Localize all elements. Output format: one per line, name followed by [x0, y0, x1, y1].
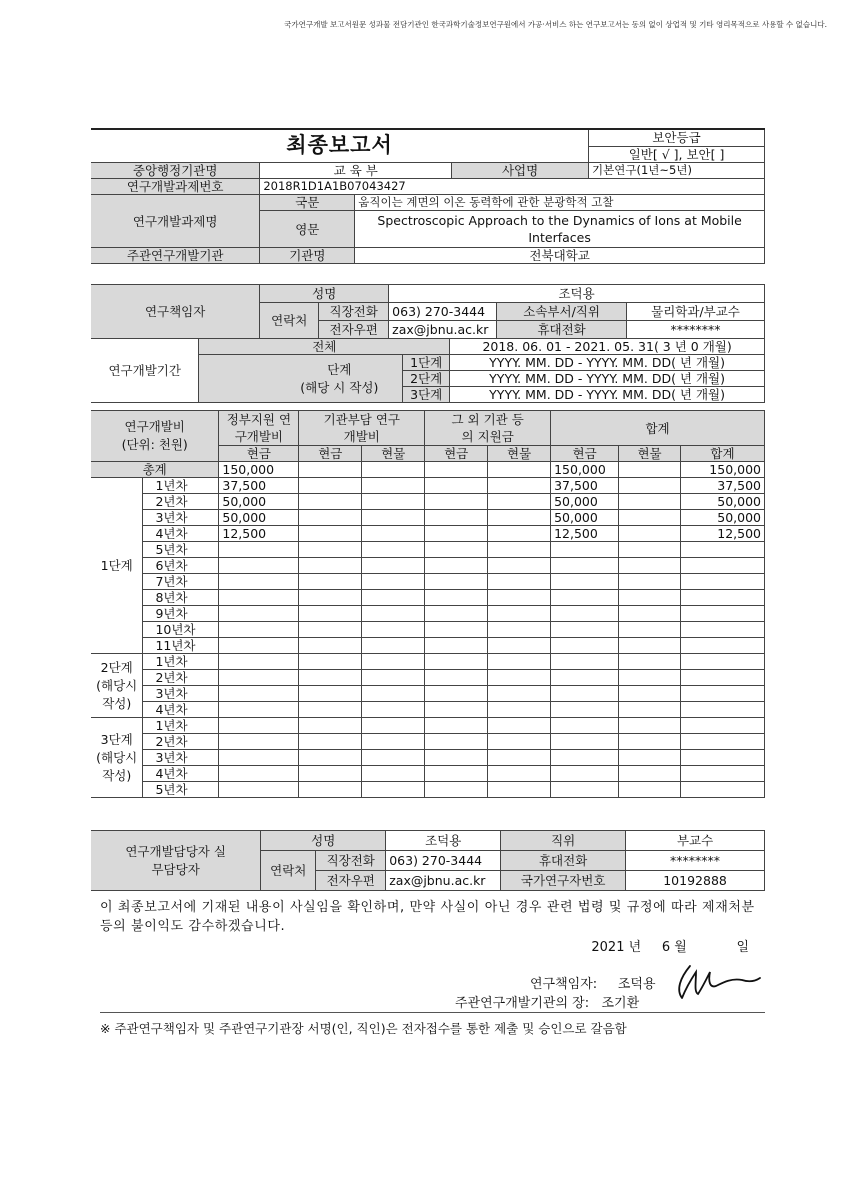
empty-cell [362, 782, 425, 798]
staff-name-value: 조덕용 [386, 831, 501, 851]
sum-total-cell [681, 654, 765, 670]
sum-cash-cell [551, 782, 619, 798]
org-label: 주관연구개발기관 [91, 248, 260, 264]
gov-cell: 12,500 [219, 526, 299, 542]
sum-total-cell [681, 766, 765, 782]
empty-cell [362, 510, 425, 526]
empty-cell [425, 750, 488, 766]
sum-total-cell [681, 670, 765, 686]
date-year: 2021 [591, 940, 625, 955]
empty-cell [619, 574, 681, 590]
inst-kind-header: 현물 [362, 446, 425, 462]
stage3-label: 3단계 [403, 387, 450, 403]
period-label: 연구개발기간 [91, 339, 199, 403]
empty-cell [362, 638, 425, 654]
year-label: 4년차 [143, 526, 219, 542]
empty-cell [488, 702, 551, 718]
year-label: 3년차 [143, 686, 219, 702]
budget-row [91, 494, 765, 510]
stage1-value: YYYY. MM. DD - YYYY. MM. DD( 년 개월) [450, 355, 765, 371]
year-label: 10년차 [143, 622, 219, 638]
empty-cell [425, 542, 488, 558]
empty-cell [362, 734, 425, 750]
gov-cell [219, 542, 299, 558]
sum-cash-cell [551, 622, 619, 638]
total-sum-cash: 150,000 [551, 462, 619, 478]
gov-cash-header: 현금 [219, 446, 299, 462]
empty-cell [362, 654, 425, 670]
pi-phone-label: 직장전화 [319, 303, 389, 321]
pi-table [91, 284, 765, 339]
empty-cell [299, 510, 362, 526]
empty-cell [619, 494, 681, 510]
empty-cell [299, 606, 362, 622]
staff-mobile-value: ******** [626, 851, 765, 871]
sum-total-cell: 50,000 [681, 494, 765, 510]
budget-row [91, 702, 765, 718]
empty-cell [299, 590, 362, 606]
budget-row [91, 478, 765, 494]
period-stage-label: 단계 [327, 361, 352, 377]
staff-resno-value: 10192888 [626, 871, 765, 891]
sum-cash-cell [551, 574, 619, 590]
empty-cell [362, 526, 425, 542]
empty-cell [619, 510, 681, 526]
empty-cell [299, 478, 362, 494]
empty-cell [488, 654, 551, 670]
sum-kind-header: 현물 [619, 446, 681, 462]
empty-cell [299, 558, 362, 574]
empty-cell [362, 702, 425, 718]
total-sum-total: 150,000 [681, 462, 765, 478]
other-header: 그 외 기관 등의 지원금 [425, 411, 551, 446]
stage3-group-label: 3단계 (해당시 작성) [91, 718, 143, 798]
sum-cash-header: 현금 [551, 446, 619, 462]
signer-pi-label: 연구책임자: [530, 977, 598, 992]
sum-total-cell: 12,500 [681, 526, 765, 542]
sum-total-cell [681, 750, 765, 766]
gov-cell [219, 574, 299, 590]
stage1-label: 1단계 [403, 355, 450, 371]
org-name-label: 기관명 [260, 248, 355, 264]
budget-row [91, 622, 765, 638]
sum-total-cell [681, 590, 765, 606]
sum-cash-cell [551, 670, 619, 686]
sum-cash-cell [551, 734, 619, 750]
empty-cell [299, 766, 362, 782]
empty-cell [425, 494, 488, 510]
business-value: 기본연구(1년~5년) [589, 163, 765, 179]
other-kind-header: 현물 [488, 446, 551, 462]
year-label: 1년차 [143, 654, 219, 670]
sum-total-cell [681, 686, 765, 702]
sum-cash-cell [551, 718, 619, 734]
empty-cell [425, 510, 488, 526]
empty-cell [488, 782, 551, 798]
gov-cell [219, 734, 299, 750]
pi-email-value: zax@jbnu.ac.kr [389, 321, 497, 339]
date-year-suffix: 년 [628, 940, 642, 955]
date-day-suffix: 일 [736, 940, 749, 955]
year-label: 5년차 [143, 782, 219, 798]
year-label: 2년차 [143, 734, 219, 750]
pi-dept-label: 소속부서/직위 [497, 303, 627, 321]
task-title-label: 연구개발과제명 [91, 195, 260, 248]
sum-cash-cell [551, 638, 619, 654]
footnote: ※ 주관연구책임자 및 주관연구기관장 서명(인, 직인)은 전자접수를 통한 제출 및 승인으로 갈음함 [100, 1021, 627, 1036]
period-total-label: 전체 [199, 339, 450, 355]
year-label: 3년차 [143, 750, 219, 766]
pi-name-value: 조덕용 [389, 285, 765, 303]
stage3-value: YYYY. MM. DD - YYYY. MM. DD( 년 개월) [450, 387, 765, 403]
empty-cell [619, 654, 681, 670]
report-title: 최종보고서 [286, 132, 393, 157]
sum-cash-cell: 12,500 [551, 526, 619, 542]
empty-cell [619, 622, 681, 638]
period-table [91, 338, 765, 403]
task-title-kor-value: 움직이는 계면의 이온 동력학에 관한 분광학적 고찰 [355, 195, 765, 211]
inst-cash-header: 현금 [299, 446, 362, 462]
empty-cell [425, 766, 488, 782]
sum-total-cell [681, 734, 765, 750]
empty-cell [362, 542, 425, 558]
pi-name-label: 성명 [260, 285, 389, 303]
empty-cell [362, 750, 425, 766]
empty-cell [619, 718, 681, 734]
budget-row [91, 558, 765, 574]
year-label: 11년차 [143, 638, 219, 654]
year-label: 2년차 [143, 494, 219, 510]
budget-row [91, 750, 765, 766]
sum-cash-cell [551, 766, 619, 782]
budget-row [91, 638, 765, 654]
empty-cell [488, 590, 551, 606]
budget-row [91, 766, 765, 782]
empty-cell [488, 750, 551, 766]
sum-total-cell [681, 782, 765, 798]
ministry-label: 중앙행정기관명 [91, 163, 260, 179]
budget-row [91, 686, 765, 702]
staff-label: 연구개발담당자 실무담당자 [91, 831, 261, 891]
total-gov-cash: 150,000 [219, 462, 299, 478]
year-label: 6년차 [143, 558, 219, 574]
copyright-notice: 국가연구개발 보고서원문 성과물 전담기관인 한국과학기술정보연구원에서 가공·서비스 하는 연구보고서는 동의 없이 상업적 및 기타 영리목적으로 사용할 수 없습니다. [284, 20, 827, 29]
task-title-eng-label: 영문 [260, 211, 355, 248]
pi-mobile-label: 휴대전화 [497, 321, 627, 339]
pi-dept-value: 물리학과/부교수 [627, 303, 765, 321]
gov-cell [219, 782, 299, 798]
budget-row [91, 510, 765, 526]
empty-cell [488, 622, 551, 638]
empty-cell [619, 782, 681, 798]
gov-cell: 37,500 [219, 478, 299, 494]
gov-cell [219, 654, 299, 670]
empty-cell [299, 654, 362, 670]
sum-cash-cell [551, 542, 619, 558]
budget-unit: (단위: 천원) [121, 437, 188, 452]
gov-cell [219, 590, 299, 606]
signer-head-label: 주관연구개발기관의 장: [455, 996, 590, 1011]
gov-header: 정부지원 연구개발비 [219, 411, 299, 446]
budget-label: 연구개발비 [124, 419, 185, 434]
sum-total-header: 합계 [681, 446, 765, 462]
empty-cell [425, 478, 488, 494]
empty-cell [488, 718, 551, 734]
empty-cell [362, 558, 425, 574]
year-label: 8년차 [143, 590, 219, 606]
budget-row [91, 542, 765, 558]
sum-total-cell [681, 718, 765, 734]
budget-row [91, 782, 765, 798]
budget-table [91, 410, 765, 798]
sum-total-cell [681, 574, 765, 590]
empty-cell [425, 638, 488, 654]
empty-cell [619, 766, 681, 782]
year-label: 3년차 [143, 510, 219, 526]
empty-cell [299, 638, 362, 654]
empty-cell [488, 494, 551, 510]
empty-cell [619, 702, 681, 718]
staff-table [91, 830, 765, 891]
sum-total-cell [681, 558, 765, 574]
empty-cell [299, 670, 362, 686]
sum-cash-cell: 50,000 [551, 494, 619, 510]
security-label: 보안등급 [589, 129, 765, 146]
signer-pi [530, 973, 656, 992]
sum-total-cell: 37,500 [681, 478, 765, 494]
sum-cash-cell [551, 686, 619, 702]
empty-cell [299, 622, 362, 638]
staff-email-label: 전자우편 [316, 871, 386, 891]
other-cash-header: 현금 [425, 446, 488, 462]
pi-email-label: 전자우편 [319, 321, 389, 339]
declaration-text: 이 최종보고서에 기재된 내용이 사실임을 확인하며, 만약 사실이 아닌 경우 관련 법령 및 규정에 따라 제재처분 등의 불이익도 감수하겠습니다. [100, 900, 755, 934]
empty-cell [488, 766, 551, 782]
year-label: 7년차 [143, 574, 219, 590]
sum-total-cell [681, 606, 765, 622]
year-label: 2년차 [143, 670, 219, 686]
year-label: 1년차 [143, 478, 219, 494]
gov-cell [219, 638, 299, 654]
budget-row [91, 670, 765, 686]
empty-cell [425, 670, 488, 686]
pi-contact-label: 연락처 [260, 303, 319, 339]
signer-pi-name: 조덕용 [617, 977, 656, 992]
gov-cell [219, 606, 299, 622]
empty-cell [299, 574, 362, 590]
date-month: 6 [661, 940, 671, 955]
gov-cell [219, 686, 299, 702]
task-title-eng-value: Spectroscopic Approach to the Dynamics of Ions at Mobile Interfaces [355, 211, 765, 248]
empty-cell [299, 494, 362, 510]
task-no-value: 2018R1D1A1B07043427 [260, 179, 765, 195]
gov-cell: 50,000 [219, 494, 299, 510]
empty-cell [362, 622, 425, 638]
stage1-group-label: 1단계 [91, 478, 143, 654]
empty-cell [362, 478, 425, 494]
sum-cash-cell: 37,500 [551, 478, 619, 494]
staff-pos-value: 부교수 [626, 831, 765, 851]
report-header-table [91, 128, 765, 264]
empty-cell [488, 526, 551, 542]
empty-cell [362, 574, 425, 590]
empty-cell [425, 558, 488, 574]
budget-row [91, 590, 765, 606]
empty-cell [425, 702, 488, 718]
inst-header: 기관부담 연구개발비 [299, 411, 425, 446]
empty-cell [488, 638, 551, 654]
empty-cell [619, 542, 681, 558]
business-label: 사업명 [452, 163, 589, 179]
empty-cell [488, 574, 551, 590]
footer-divider [100, 1012, 765, 1013]
empty-cell [425, 734, 488, 750]
empty-cell [299, 542, 362, 558]
empty-cell [425, 590, 488, 606]
empty-cell [362, 718, 425, 734]
empty-cell [299, 734, 362, 750]
empty-cell [488, 510, 551, 526]
sum-total-cell [681, 622, 765, 638]
empty-cell [299, 782, 362, 798]
sum-cash-cell: 50,000 [551, 510, 619, 526]
empty-cell [362, 686, 425, 702]
empty-cell [299, 526, 362, 542]
empty-cell [619, 638, 681, 654]
sum-cash-cell [551, 702, 619, 718]
budget-row [91, 718, 765, 734]
year-label: 4년차 [143, 702, 219, 718]
pi-label: 연구책임자 [91, 285, 260, 339]
empty-cell [299, 686, 362, 702]
period-total-value: 2018. 06. 01 - 2021. 05. 31( 3 년 0 개월) [450, 339, 765, 355]
empty-cell [425, 606, 488, 622]
empty-cell [425, 526, 488, 542]
empty-cell [619, 750, 681, 766]
gov-cell [219, 718, 299, 734]
stage2-group-label: 2단계 (해당시 작성) [91, 654, 143, 718]
empty-cell [362, 670, 425, 686]
task-no-label: 연구개발과제번호 [91, 179, 260, 195]
pi-mobile-value: ******** [627, 321, 765, 339]
empty-cell [425, 654, 488, 670]
date-month-suffix: 월 [674, 940, 687, 955]
ministry-value: 교 육 부 [260, 163, 452, 179]
sum-total-cell [681, 702, 765, 718]
empty-cell [619, 590, 681, 606]
empty-cell [299, 718, 362, 734]
empty-cell [299, 702, 362, 718]
sum-cash-cell [551, 606, 619, 622]
gov-cell: 50,000 [219, 510, 299, 526]
empty-cell [619, 478, 681, 494]
gov-cell [219, 622, 299, 638]
report-date [591, 936, 749, 955]
signer-head-name: 조기환 [601, 996, 640, 1011]
staff-phone-value: 063) 270-3444 [386, 851, 501, 871]
empty-cell [299, 750, 362, 766]
empty-cell [362, 766, 425, 782]
signer-head [455, 992, 639, 1011]
gov-cell [219, 702, 299, 718]
year-label: 5년차 [143, 542, 219, 558]
staff-resno-label: 국가연구자번호 [501, 871, 626, 891]
empty-cell [425, 622, 488, 638]
org-name-value: 전북대학교 [355, 248, 765, 264]
empty-cell [488, 478, 551, 494]
empty-cell [425, 782, 488, 798]
staff-name-label: 성명 [261, 831, 386, 851]
gov-cell [219, 670, 299, 686]
staff-email-value: zax@jbnu.ac.kr [386, 871, 501, 891]
sum-cash-cell [551, 654, 619, 670]
stage2-label: 2단계 [403, 371, 450, 387]
sum-total-cell [681, 638, 765, 654]
empty-cell [488, 606, 551, 622]
empty-cell [362, 590, 425, 606]
year-label: 9년차 [143, 606, 219, 622]
empty-cell [619, 670, 681, 686]
year-label: 4년차 [143, 766, 219, 782]
empty-cell [619, 526, 681, 542]
gov-cell [219, 766, 299, 782]
stage2-value: YYYY. MM. DD - YYYY. MM. DD( 년 개월) [450, 371, 765, 387]
staff-contact-label: 연락처 [261, 851, 316, 891]
budget-row [91, 574, 765, 590]
empty-cell [488, 558, 551, 574]
task-title-kor-label: 국문 [260, 195, 355, 211]
empty-cell [425, 686, 488, 702]
empty-cell [488, 686, 551, 702]
pi-phone-value: 063) 270-3444 [389, 303, 497, 321]
sum-cash-cell [551, 750, 619, 766]
empty-cell [362, 606, 425, 622]
gov-cell [219, 750, 299, 766]
budget-row [91, 606, 765, 622]
period-stage-note: (해당 시 작성) [300, 379, 379, 395]
sum-total-cell [681, 542, 765, 558]
empty-cell [619, 606, 681, 622]
empty-cell [488, 670, 551, 686]
budget-row [91, 654, 765, 670]
gov-cell [219, 558, 299, 574]
empty-cell [425, 718, 488, 734]
empty-cell [619, 686, 681, 702]
budget-row [91, 526, 765, 542]
staff-mobile-label: 휴대전화 [501, 851, 626, 871]
security-value: 일반[ √ ], 보안[ ] [589, 146, 765, 163]
sum-cash-cell [551, 590, 619, 606]
budget-row [91, 734, 765, 750]
sum-total-cell: 50,000 [681, 510, 765, 526]
signature-image [672, 958, 762, 1008]
staff-phone-label: 직장전화 [316, 851, 386, 871]
empty-cell [362, 494, 425, 510]
empty-cell [619, 558, 681, 574]
sum-header: 합계 [551, 411, 765, 446]
sum-cash-cell [551, 558, 619, 574]
empty-cell [488, 734, 551, 750]
empty-cell [488, 542, 551, 558]
empty-cell [619, 734, 681, 750]
year-label: 1년차 [143, 718, 219, 734]
total-row-label: 총계 [91, 462, 219, 478]
staff-pos-label: 직위 [501, 831, 626, 851]
empty-cell [425, 574, 488, 590]
